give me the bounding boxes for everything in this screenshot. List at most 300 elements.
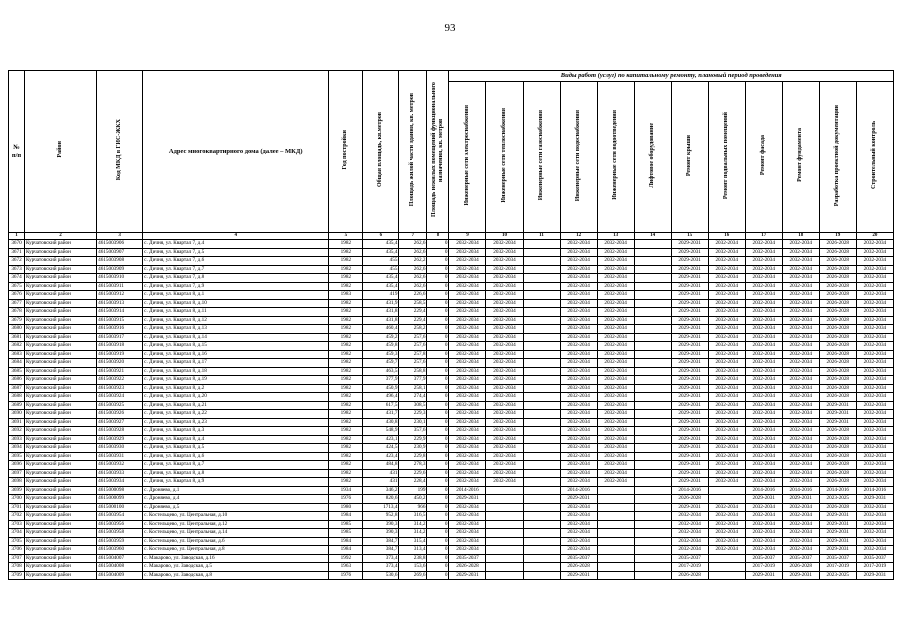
table-cell: с. Дичня, ул. Квартал 8, д.22 <box>143 410 329 419</box>
table-cell: 2032-2034 <box>449 274 486 283</box>
table-cell: 2032-2034 <box>782 520 819 529</box>
table-cell: 2032-2034 <box>856 342 893 351</box>
table-cell <box>634 393 671 402</box>
table-cell: 2032-2034 <box>782 291 819 300</box>
table-cell: Курчатовский район <box>25 274 97 283</box>
table-cell: 2032-2034 <box>745 469 782 478</box>
table-cell: 0 <box>427 435 449 444</box>
table-cell: 2032-2034 <box>449 342 486 351</box>
table-cell: 229,4 <box>399 316 427 325</box>
table-cell: 820,6 <box>363 495 399 504</box>
table-cell <box>634 537 671 546</box>
table-cell: 2032-2034 <box>597 291 634 300</box>
table-cell: 2032-2034 <box>745 478 782 487</box>
table-cell <box>597 571 634 580</box>
table-cell: 2032-2034 <box>856 282 893 291</box>
table-cell: 2032-2034 <box>486 367 523 376</box>
table-cell: 2032-2034 <box>745 359 782 368</box>
header-work-6: Лифтовое оборудование <box>634 82 671 233</box>
table-cell: 2029-2031 <box>671 469 708 478</box>
table-cell: 0 <box>427 410 449 419</box>
table-cell: 2032-2034 <box>856 401 893 410</box>
table-cell: с. Дичня, ул. Квартал 7, д.5 <box>143 248 329 257</box>
table-cell: 2032-2034 <box>560 240 597 249</box>
table-row <box>9 537 894 546</box>
table-row <box>9 435 894 444</box>
table-cell: 2032-2034 <box>745 240 782 249</box>
table-cell: 346,2 <box>363 486 399 495</box>
column-numbers-row <box>9 233 894 240</box>
table-row <box>9 342 894 351</box>
table-cell: 2032-2034 <box>745 291 782 300</box>
table-cell: 3670 <box>9 240 25 249</box>
table-cell: 463,5 <box>363 367 399 376</box>
table-cell: 3695 <box>9 452 25 461</box>
table-cell: Курчатовский район <box>25 563 97 572</box>
table-cell <box>523 257 560 266</box>
table-cell: 3674 <box>9 274 25 283</box>
table-row <box>9 418 894 427</box>
table-cell: 4615000100 <box>97 503 143 512</box>
table-cell: 424,5 <box>363 444 399 453</box>
table-cell: 2032-2034 <box>708 537 745 546</box>
table-cell <box>634 384 671 393</box>
table-cell: Курчатовский район <box>25 418 97 427</box>
table-cell: 0 <box>427 367 449 376</box>
table-cell: 2032-2034 <box>486 435 523 444</box>
table-cell <box>634 248 671 257</box>
table-cell: 2032-2034 <box>486 418 523 427</box>
table-cell: 0 <box>427 401 449 410</box>
table-cell: Курчатовский район <box>25 478 97 487</box>
table-cell <box>486 486 523 495</box>
table-cell: 3691 <box>9 418 25 427</box>
table-cell: 4615003934 <box>97 478 143 487</box>
table-cell <box>597 546 634 555</box>
table-cell: 0 <box>427 520 449 529</box>
table-cell <box>486 546 523 555</box>
table-cell: 2032-2034 <box>708 342 745 351</box>
table-cell: 2032-2034 <box>560 274 597 283</box>
table-cell: 2032-2034 <box>449 461 486 470</box>
table-cell <box>634 257 671 266</box>
table-cell: 2017-2019 <box>745 563 782 572</box>
table-row <box>9 503 894 512</box>
table-cell: 262,6 <box>399 240 427 249</box>
table-cell: 2032-2034 <box>856 452 893 461</box>
table-cell: 435,4 <box>363 282 399 291</box>
table-cell: 2032-2034 <box>782 359 819 368</box>
table-cell <box>708 486 745 495</box>
table-cell: 4615003909 <box>97 265 143 274</box>
table-cell: 2032-2034 <box>560 393 597 402</box>
table-cell: 4615003908 <box>97 257 143 266</box>
table-cell: 2032-2034 <box>486 308 523 317</box>
column-number: 20 <box>856 233 893 240</box>
column-number: 10 <box>486 233 523 240</box>
table-cell <box>523 325 560 334</box>
table-cell: 390,3 <box>363 529 399 538</box>
table-cell: 2032-2034 <box>856 274 893 283</box>
table-cell: 0 <box>427 529 449 538</box>
table-cell: 2032-2034 <box>597 427 634 436</box>
table-cell: 2032-2034 <box>560 529 597 538</box>
table-cell: 2032-2034 <box>708 410 745 419</box>
table-cell: 2032-2034 <box>782 444 819 453</box>
table-cell: 2029-2031 <box>671 316 708 325</box>
table-cell <box>523 393 560 402</box>
table-cell: 2032-2034 <box>745 257 782 266</box>
table-cell: 2029-2031 <box>671 359 708 368</box>
table-cell: 2032-2034 <box>856 427 893 436</box>
table-cell <box>634 291 671 300</box>
table-cell: 2029-2031 <box>671 291 708 300</box>
table-cell <box>523 376 560 385</box>
table-cell <box>634 427 671 436</box>
table-cell: Курчатовский район <box>25 529 97 538</box>
table-cell: 2032-2034 <box>782 282 819 291</box>
table-cell: 2032-2034 <box>449 537 486 546</box>
table-cell: 2032-2034 <box>708 452 745 461</box>
table-cell: 460,4 <box>363 325 399 334</box>
table-cell: 3692 <box>9 427 25 436</box>
table-cell: 2026-2028 <box>819 257 856 266</box>
table-cell <box>523 452 560 461</box>
table-cell: 2026-2028 <box>819 316 856 325</box>
header-nonliving-area: Площадь нежилых помещений функционального назначения, кв. метров <box>427 71 449 233</box>
table-cell: 2032-2034 <box>597 435 634 444</box>
table-cell: 377,9 <box>399 376 427 385</box>
table-cell: 2032-2034 <box>560 520 597 529</box>
table-cell: 0 <box>427 452 449 461</box>
table-cell: 153,6 <box>399 563 427 572</box>
table-row <box>9 350 894 359</box>
table-cell <box>523 359 560 368</box>
column-number: 4 <box>143 233 329 240</box>
table-cell: 1976 <box>329 571 363 580</box>
table-row <box>9 384 894 393</box>
table-cell: 2032-2034 <box>597 316 634 325</box>
table-cell: 2032-2034 <box>856 393 893 402</box>
table-cell: 2032-2034 <box>449 520 486 529</box>
table-cell: 0 <box>427 350 449 359</box>
table-cell: 2014-2016 <box>449 486 486 495</box>
table-cell: 2032-2034 <box>449 393 486 402</box>
table-cell: 459,3 <box>363 350 399 359</box>
table-cell: 2032-2034 <box>708 291 745 300</box>
table-cell: 952,8 <box>363 512 399 521</box>
table-cell: 2029-2031 <box>782 495 819 504</box>
table-cell: 0 <box>427 495 449 504</box>
header-no: № п/п <box>9 71 25 233</box>
table-cell: 2032-2034 <box>745 503 782 512</box>
table-cell: 3685 <box>9 367 25 376</box>
table-cell: 2029-2031 <box>671 427 708 436</box>
table-cell: с. Дичня, ул. Квартал 7, д.8 <box>143 274 329 283</box>
table-cell: 262,6 <box>399 248 427 257</box>
table-cell: 2029-2031 <box>671 342 708 351</box>
table-cell: 2029-2031 <box>560 571 597 580</box>
table-cell: Курчатовский район <box>25 537 97 546</box>
table-cell <box>523 350 560 359</box>
table-cell: 2029-2031 <box>671 435 708 444</box>
table-cell: 0 <box>427 265 449 274</box>
table-cell <box>634 265 671 274</box>
table-cell: 3707 <box>9 554 25 563</box>
table-cell: 269,6 <box>399 571 427 580</box>
table-cell <box>634 495 671 504</box>
table-cell: 2026-2028 <box>819 427 856 436</box>
table-cell: 2032-2034 <box>486 384 523 393</box>
table-cell: 2032-2034 <box>560 435 597 444</box>
table-cell: 373,4 <box>363 554 399 563</box>
table-cell: 2026-2028 <box>819 248 856 257</box>
table-cell: 2032-2034 <box>708 376 745 385</box>
table-cell: 2032-2034 <box>856 520 893 529</box>
table-cell: с. Дичня, ул. Квартал 8, д.20 <box>143 393 329 402</box>
table-row <box>9 529 894 538</box>
table-cell: 2032-2034 <box>745 435 782 444</box>
table-cell: 2026-2028 <box>819 376 856 385</box>
table-cell: 2029-2031 <box>671 384 708 393</box>
table-cell: 431,9 <box>363 299 399 308</box>
table-cell: 2029-2031 <box>856 571 893 580</box>
table-cell: 2032-2034 <box>597 299 634 308</box>
column-number: 7 <box>399 233 427 240</box>
table-cell <box>597 503 634 512</box>
table-cell: Курчатовский район <box>25 495 97 504</box>
table-cell: с. Костельцево, ул. Центральная, д.8 <box>143 546 329 555</box>
table-cell: 4615003913 <box>97 299 143 308</box>
table-cell: 2014-2016 <box>782 486 819 495</box>
table-cell: 1982 <box>329 248 363 257</box>
table-cell: 3701 <box>9 503 25 512</box>
table-cell <box>634 486 671 495</box>
table-cell: 0 <box>427 393 449 402</box>
table-cell: с. Дичня, ул. Квартал 8, д.8 <box>143 469 329 478</box>
table-cell: 2032-2034 <box>782 461 819 470</box>
table-cell <box>486 563 523 572</box>
table-cell <box>634 401 671 410</box>
table-cell: 2029-2031 <box>671 401 708 410</box>
table-cell: 2026-2028 <box>819 240 856 249</box>
table-cell: 2029-2031 <box>671 503 708 512</box>
table-cell: 2032-2034 <box>856 503 893 512</box>
table-cell: с. Дроняево, д.1 <box>143 486 329 495</box>
table-cell: 2014-2016 <box>856 486 893 495</box>
table-cell: 2032-2034 <box>560 257 597 266</box>
table-cell: 4615003910 <box>97 274 143 283</box>
table-cell: 2032-2034 <box>486 274 523 283</box>
table-cell: 2032-2034 <box>449 325 486 334</box>
table-cell: 3703 <box>9 520 25 529</box>
table-cell: 4615003960 <box>97 546 143 555</box>
table-cell <box>523 282 560 291</box>
table-cell: 4615003912 <box>97 291 143 300</box>
column-number: 14 <box>634 233 671 240</box>
table-cell: Курчатовский район <box>25 257 97 266</box>
table-cell: 2026-2028 <box>782 563 819 572</box>
table-cell: 2032-2034 <box>560 444 597 453</box>
table-cell: 4615003958 <box>97 529 143 538</box>
table-cell: 2032-2034 <box>708 299 745 308</box>
column-number: 16 <box>708 233 745 240</box>
table-cell: 3698 <box>9 478 25 487</box>
table-cell <box>634 452 671 461</box>
table-cell: 2029-2031 <box>819 537 856 546</box>
header-work-11: Разработка проектной документации <box>819 82 856 233</box>
table-cell: 258,2 <box>399 325 427 334</box>
table-cell: 0 <box>427 359 449 368</box>
table-cell: 2032-2034 <box>856 291 893 300</box>
table-cell: 0 <box>427 418 449 427</box>
table-cell: 2035-2037 <box>819 554 856 563</box>
table-cell: 2032-2034 <box>708 512 745 521</box>
table-cell: 2029-2031 <box>671 248 708 257</box>
table-cell: 2032-2034 <box>708 325 745 334</box>
table-cell: 2032-2034 <box>782 546 819 555</box>
table-cell: 2032-2034 <box>486 291 523 300</box>
table-cell: 1984 <box>329 512 363 521</box>
table-cell: 2032-2034 <box>745 444 782 453</box>
table-cell: 2029-2031 <box>671 282 708 291</box>
table-cell: с. Дроняево, д.4 <box>143 495 329 504</box>
table-cell: 2032-2034 <box>597 367 634 376</box>
table-cell <box>523 410 560 419</box>
table-cell: 0 <box>427 325 449 334</box>
table-cell: 431 <box>363 469 399 478</box>
header-work-3: Инженерные сети газоснабжения <box>523 82 560 233</box>
table-cell: 2032-2034 <box>856 410 893 419</box>
table-cell: 2032-2034 <box>597 401 634 410</box>
table-cell: 2032-2034 <box>671 537 708 546</box>
table-cell: 2032-2034 <box>449 444 486 453</box>
table-cell: 2032-2034 <box>745 316 782 325</box>
table-cell: 3679 <box>9 316 25 325</box>
table-row <box>9 478 894 487</box>
table-cell: 2032-2034 <box>745 384 782 393</box>
table-cell: 2032-2034 <box>449 359 486 368</box>
table-cell <box>486 571 523 580</box>
table-cell: 2032-2034 <box>745 452 782 461</box>
table-cell: 2032-2034 <box>560 410 597 419</box>
table-cell: 1982 <box>329 384 363 393</box>
table-cell <box>523 461 560 470</box>
table-cell: 2029-2031 <box>671 265 708 274</box>
table-cell: 2035-2037 <box>449 554 486 563</box>
table-cell: 2032-2034 <box>856 299 893 308</box>
table-cell: 2026-2028 <box>819 393 856 402</box>
table-cell: 2032-2034 <box>856 265 893 274</box>
table-cell: 2014-2016 <box>819 486 856 495</box>
header-works-group: Виды работ (услуг) по капитальному ремонту, плановый период проведения <box>449 71 894 82</box>
table-cell: 2032-2034 <box>856 333 893 342</box>
table-cell <box>523 486 560 495</box>
table-cell: 2026-2028 <box>819 342 856 351</box>
table-cell: с. Макарово, ул. Заводская, д.5 <box>143 563 329 572</box>
table-cell: 2029-2031 <box>671 325 708 334</box>
table-cell: с. Дичня, ул. Квартал 8, д.4 <box>143 435 329 444</box>
table-cell: с. Дичня, ул. Квартал 8, д.12 <box>143 316 329 325</box>
table-cell <box>634 444 671 453</box>
table-cell: 2032-2034 <box>745 248 782 257</box>
table-cell: 1982 <box>329 316 363 325</box>
table-cell: 2032-2034 <box>708 469 745 478</box>
table-cell: 2026-2028 <box>819 461 856 470</box>
table-cell: 2032-2034 <box>560 512 597 521</box>
table-cell <box>634 461 671 470</box>
table-cell: 229,8 <box>399 452 427 461</box>
table-cell: с. Макарово, ул. Заводская, д.8 <box>143 571 329 580</box>
table-cell: 2032-2034 <box>486 325 523 334</box>
table-cell: 2029-2031 <box>819 512 856 521</box>
table-cell: 2026-2028 <box>671 495 708 504</box>
table-cell <box>634 342 671 351</box>
table-cell: 2029-2031 <box>819 546 856 555</box>
table-cell: 2032-2034 <box>449 546 486 555</box>
table-cell <box>634 325 671 334</box>
column-number: 2 <box>25 233 97 240</box>
table-cell <box>523 274 560 283</box>
table-cell: 2032-2034 <box>597 282 634 291</box>
column-number: 1 <box>9 233 25 240</box>
table-cell: 390,3 <box>363 520 399 529</box>
table-cell: 0 <box>427 257 449 266</box>
table-cell: 2032-2034 <box>856 546 893 555</box>
column-number: 9 <box>449 233 486 240</box>
table-cell: 459,8 <box>363 342 399 351</box>
table-cell: 2032-2034 <box>856 512 893 521</box>
table-cell <box>523 529 560 538</box>
table-cell <box>523 333 560 342</box>
table-cell: 0 <box>427 571 449 580</box>
table-cell <box>486 529 523 538</box>
table-row <box>9 333 894 342</box>
table-cell: Курчатовский район <box>25 554 97 563</box>
table-cell: 0 <box>427 563 449 572</box>
table-cell: 2026-2028 <box>819 350 856 359</box>
table-cell: с. Дичня, ул. Квартал 8, д.5 <box>143 444 329 453</box>
table-cell: 2032-2034 <box>597 248 634 257</box>
table-cell <box>634 359 671 368</box>
table-cell: 258,8 <box>399 367 427 376</box>
table-cell: с. Дичня, ул. Квартал 8, д.6 <box>143 452 329 461</box>
table-cell: Курчатовский район <box>25 461 97 470</box>
table-cell <box>523 367 560 376</box>
table-cell: 314,2 <box>399 520 427 529</box>
table-cell: 2014-2016 <box>745 486 782 495</box>
table-cell: 2026-2028 <box>819 384 856 393</box>
table-cell: 450,2 <box>399 495 427 504</box>
table-cell <box>634 308 671 317</box>
table-cell: с. Макарово, ул. Заводская, д.16 <box>143 554 329 563</box>
table-cell: 1982 <box>329 376 363 385</box>
table-cell: 431,7 <box>363 410 399 419</box>
table-cell: 2014-2016 <box>560 486 597 495</box>
table-cell: 496,4 <box>363 393 399 402</box>
table-cell: 0 <box>427 333 449 342</box>
table-cell: 2029-2031 <box>449 571 486 580</box>
header-work-5: Инженерные сети водоотведения <box>597 82 634 233</box>
table-cell: 2032-2034 <box>449 418 486 427</box>
table-cell: 4615003929 <box>97 435 143 444</box>
table-cell: 2032-2034 <box>708 248 745 257</box>
table-cell: с. Костельцево, ул. Центральная, д.14 <box>143 529 329 538</box>
table-cell: 1982 <box>329 427 363 436</box>
table-cell: 0 <box>427 274 449 283</box>
table-cell <box>634 418 671 427</box>
table-cell: Курчатовский район <box>25 265 97 274</box>
